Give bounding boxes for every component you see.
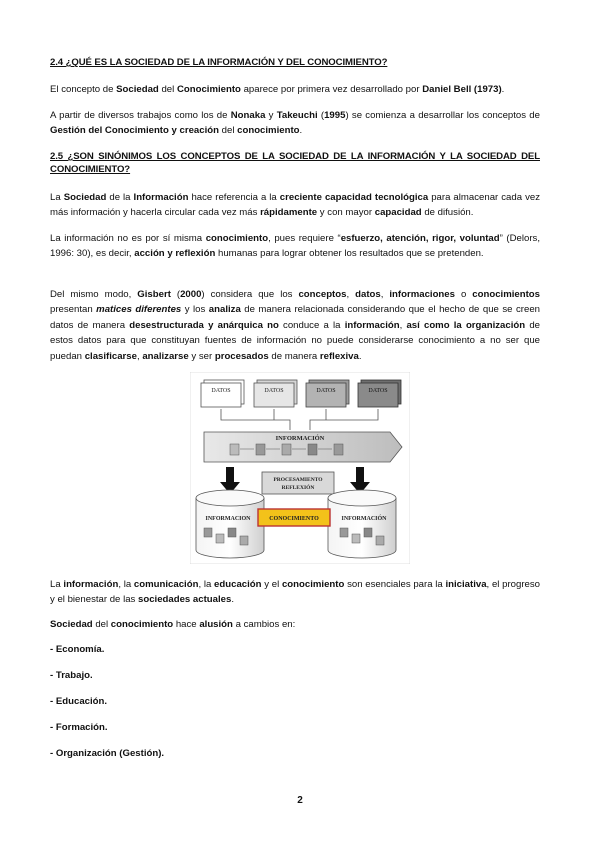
paragraph-bell: El concepto de Sociedad del Conocimiento aparece por primera vez desarrollado por Daniel Bell (1973). [50, 84, 505, 95]
list-item: - Formación. [50, 722, 108, 733]
datos-label-1: DATOS [211, 388, 231, 394]
procesamiento-box [262, 472, 334, 494]
datos-document-1 [201, 380, 244, 407]
list-item: - Organización (Gestión). [50, 748, 165, 759]
section-heading-2-5: 2.5 ¿SON SINÓNIMOS LOS CONCEPTOS DE LA SOCIEDAD DE LA INFORMACIÓN Y LA SOCIEDAD DEL CONOCIMIENTO? [50, 151, 540, 175]
datos-label-4: DATOS [368, 388, 388, 394]
datos-label-2: DATOS [264, 388, 284, 394]
informacion-cylinder-right [328, 490, 396, 558]
informacion-band [204, 432, 402, 462]
section-heading-2-4: 2.4 ¿QUÉ ES LA SOCIEDAD DE LA INFORMACIÓN Y DEL CONOCIMIENTO? [50, 57, 388, 68]
datos-label-3: DATOS [316, 388, 336, 394]
reflexion-label: REFLEXIÓN [281, 485, 315, 491]
paragraph-gisbert: Del mismo modo, Gisbert (2000) considera que los conceptos, datos, informaciones o conocimientos presentan matices diferentes y los analiza de manera relacionada considerando que el hecho de que se creen datos de manera desestructurada y anárquica no conduce a la información, así como la organización de estos datos para que constituyan fuentes de información no puede considerarse conocimiento a no ser que puedan clasificarse, analizarse y ser procesados de manera reflexiva. [50, 289, 540, 362]
informacion-cylinder-left [196, 490, 264, 558]
conocimiento-box [258, 509, 330, 526]
list-item: - Economía. [50, 644, 105, 655]
procesamiento-label: PROCESAMIENTO [273, 477, 323, 483]
datos-document-3 [306, 380, 349, 407]
conocimiento-label: CONOCIMIENTO [269, 516, 319, 522]
datos-document-2 [254, 380, 297, 407]
left-cylinder-label: INFORMACION [205, 516, 251, 522]
paragraph-sociedad-informacion: La Sociedad de la Información hace referencia a la creciente capacidad tecnológica para almacenar cada vez más información y hacerla circular cada vez más rápidamente y con mayor capacidad de difusión. [50, 192, 540, 219]
paragraph-nonaka: A partir de diversos trabajos como los de Nonaka y Takeuchi (1995) se comienza a desarrollar los conceptos de Gestión del Conocimiento y creación del conocimiento. [50, 110, 540, 137]
right-cylinder-label: INFORMACIÓN [341, 516, 387, 522]
list-item: - Trabajo. [50, 670, 93, 681]
paragraph-delors: La información no es por sí misma conocimiento, pues requiere “esfuerzo, atención, rigor, voluntad” (Delors, 1996: 30), es decir, acción y reflexión humanas para lograr obtener los resultados que se pretenden. [50, 233, 540, 260]
page-number: 2 [297, 795, 303, 806]
list-item: - Educación. [50, 696, 108, 707]
datos-document-4 [358, 380, 401, 407]
paragraph-esenciales: La información, la comunicación, la educación y el conocimiento son esenciales para la iniciativa, el progreso y el bienestar de las sociedades actuales. [50, 579, 541, 606]
informacion-band-label: INFORMACIÓN [275, 435, 325, 442]
knowledge-diagram [190, 372, 410, 564]
paragraph-alusion: Sociedad del conocimiento hace alusión a cambios en: [50, 619, 296, 630]
